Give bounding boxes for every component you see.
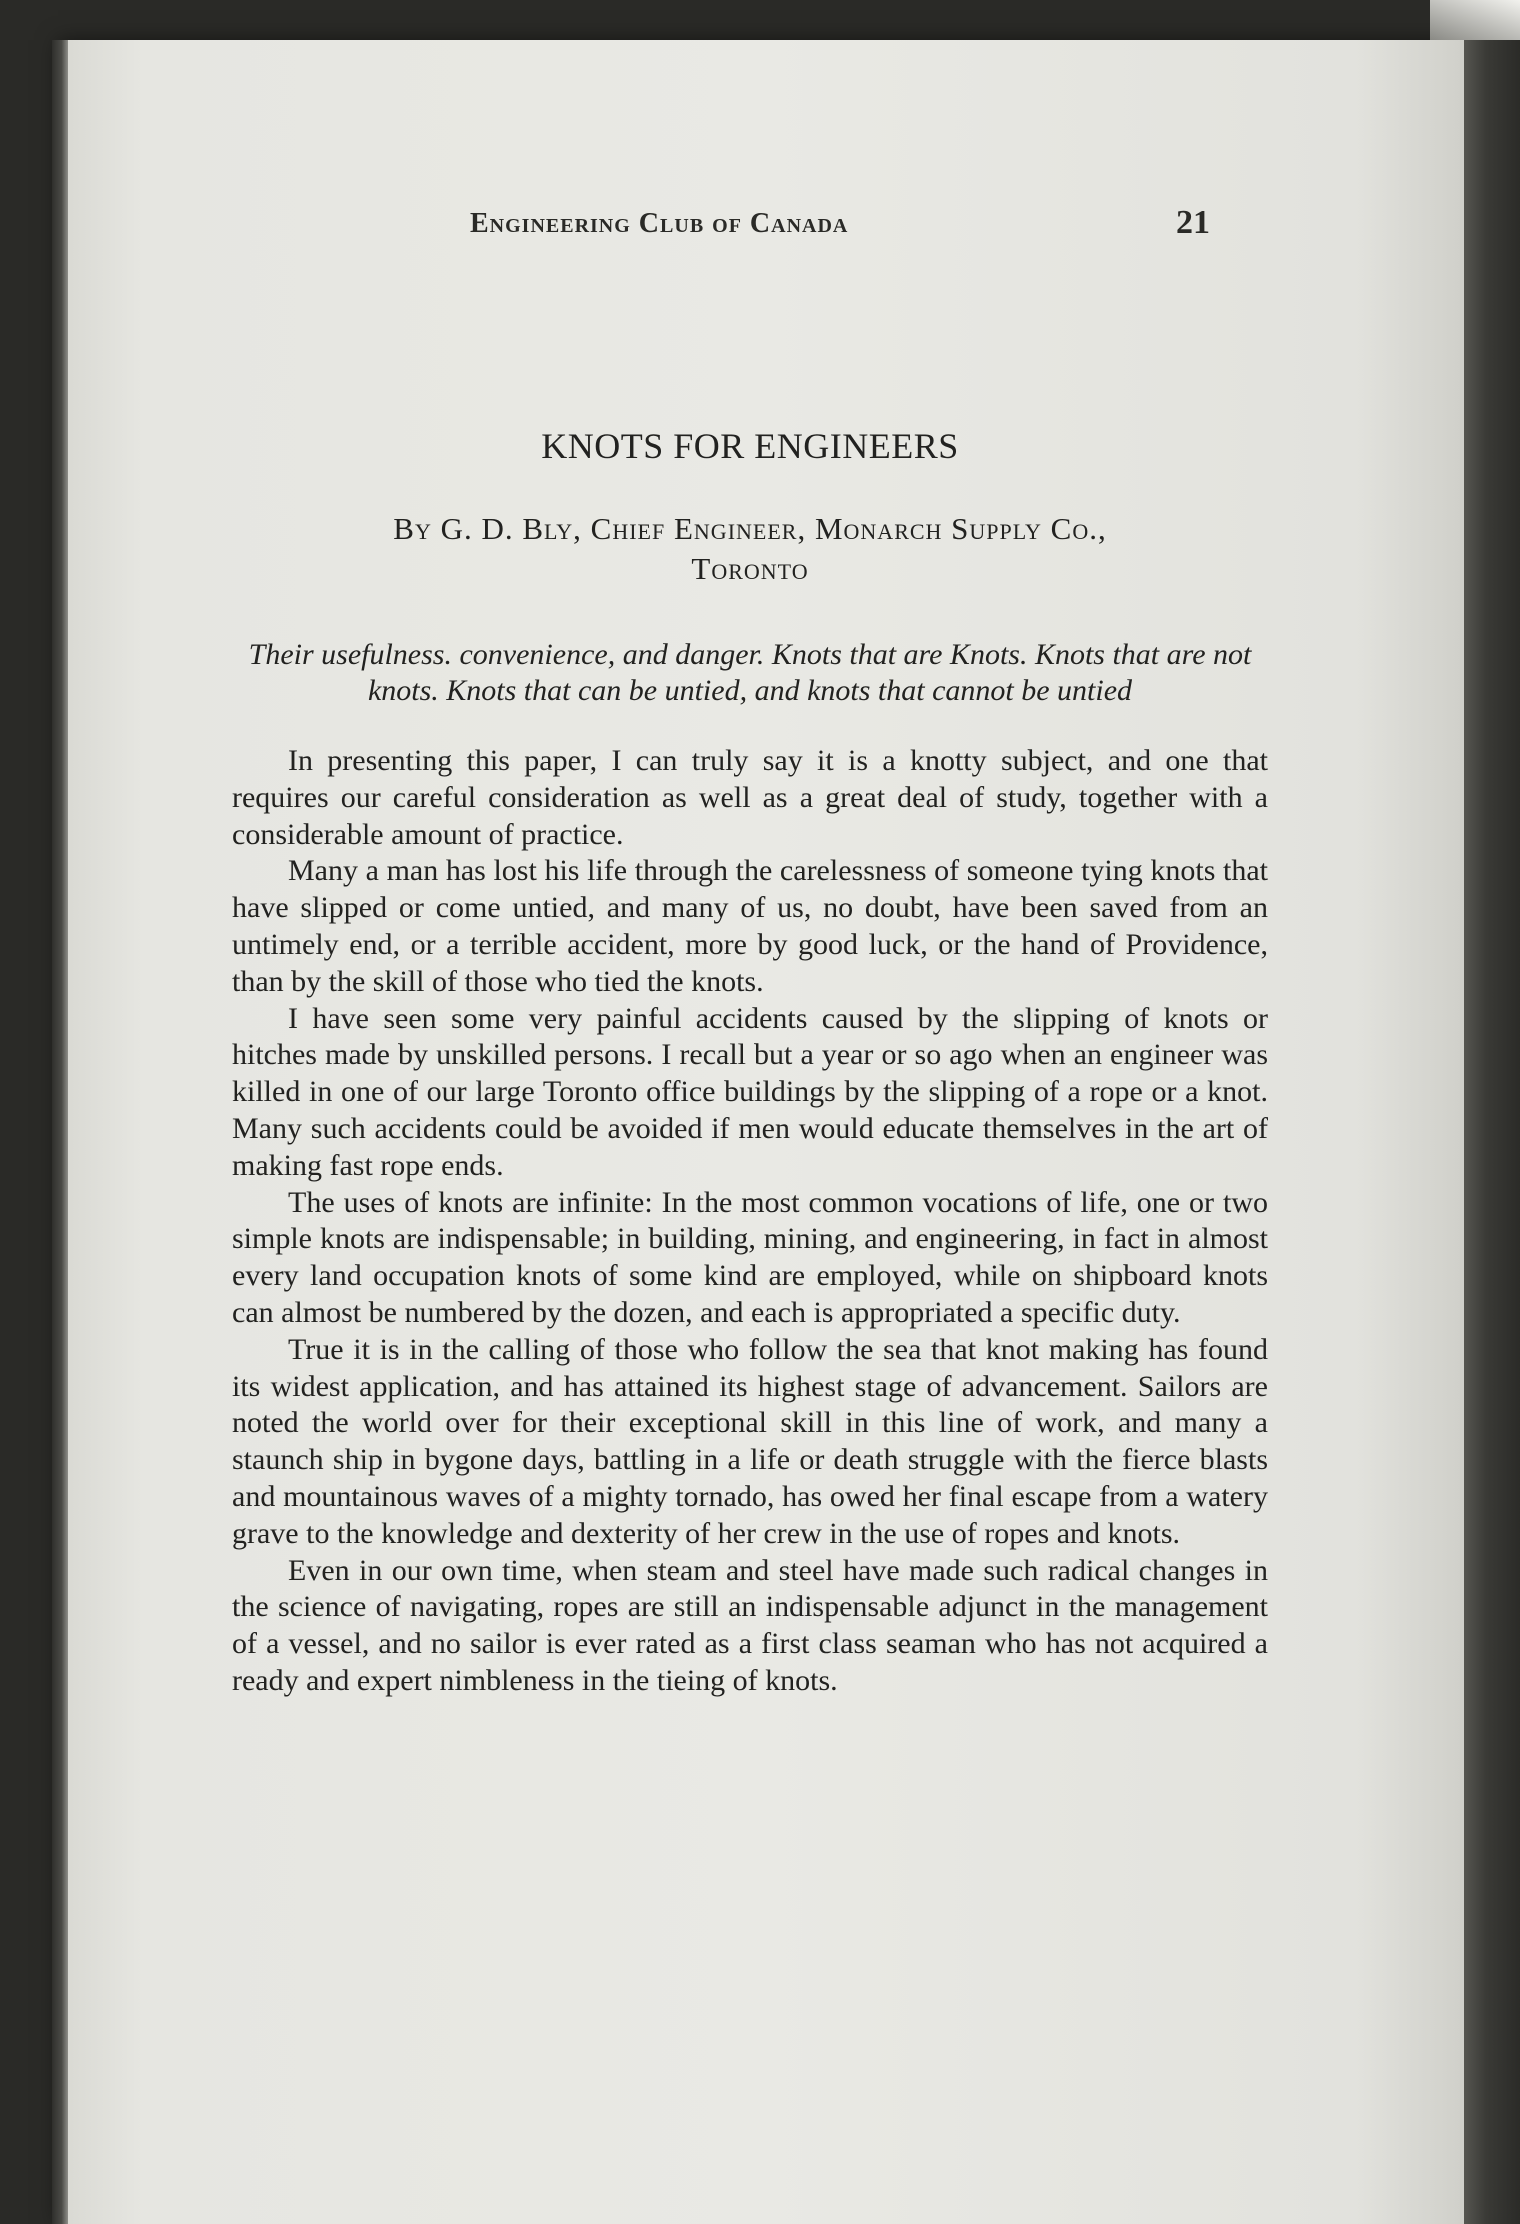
paragraph-4: The uses of knots are infinite: In the most common vocations of life, one or two simple knots are indispensable; in building, mining, and engineering, in fact in almost every land occupation knots of some kind are employed, while on shipboard knots can almost be numbered by the dozen, and each is appropriated a specific duty. (232, 1185, 1268, 1329)
running-head (470, 204, 1370, 248)
running-title: Engineering Club of Canada (470, 208, 849, 239)
abstract: Their usefulness. convenience, and danger. Knots that are Knots. Knots that are not knots. Knots that can be untied, and knots that cannot be untied (248, 638, 1252, 707)
page-number: 21 (1176, 204, 1210, 241)
paragraph-3: I have seen some very painful accidents caused by the slipping of knots or hitches made by unskilled persons. I recall but a year or so ago when an engineer was killed in one of our large Toronto office buildings by the slipping of a rope or a knot. Many such accidents could be avoided if men would educate themselves in the art of making fast rope ends. (232, 1001, 1268, 1182)
article-title: KNOTS FOR ENGINEERS (541, 426, 959, 466)
byline-author: By G. D. Bly, Chief Engineer, Monarch Supply Co., (393, 511, 1107, 546)
paragraph-1: In presenting this paper, I can truly say it is a knotty subject, and one that requires our careful consideration as well as a great deal of study, together with a considerable amount of practice. (232, 744, 1268, 851)
paragraph-2: Many a man has lost his life through the carelessness of someone tying knots that have slipped or come untied, and many of us, no doubt, have been saved from an untimely end, or a terrible accident, more by good luck, or the hand of Providence, than by the skill of those who tied the knots. (232, 854, 1268, 998)
book-spine (52, 40, 68, 2224)
page-edges (1464, 0, 1520, 2224)
next-page-corner (1430, 0, 1520, 40)
paragraph-6: Even in our own time, when steam and steel have made such radical changes in the science of navigating, ropes are still an indispensable adjunct in the management of a vessel, and no sailor is ever rated as a first class seaman who has not acquired a ready and expert nimbleness in the tieing of knots. (232, 1553, 1268, 1697)
byline (232, 509, 1268, 589)
paragraph-5: True it is in the calling of those who follow the sea that knot making has found its widest application, and has attained its highest stage of advancement. Sailors are noted the world over for their exceptional skill in this line of work, and many a staunch ship in bygone days, battling in a life or death struggle with the fierce blasts and mountainous waves of a mighty tornado, has owed her final escape from a watery grave to the knowledge and dexterity of her crew in the use of ropes and knots. (232, 1332, 1268, 1550)
byline-location: Toronto (691, 551, 809, 586)
article (232, 425, 1268, 1700)
